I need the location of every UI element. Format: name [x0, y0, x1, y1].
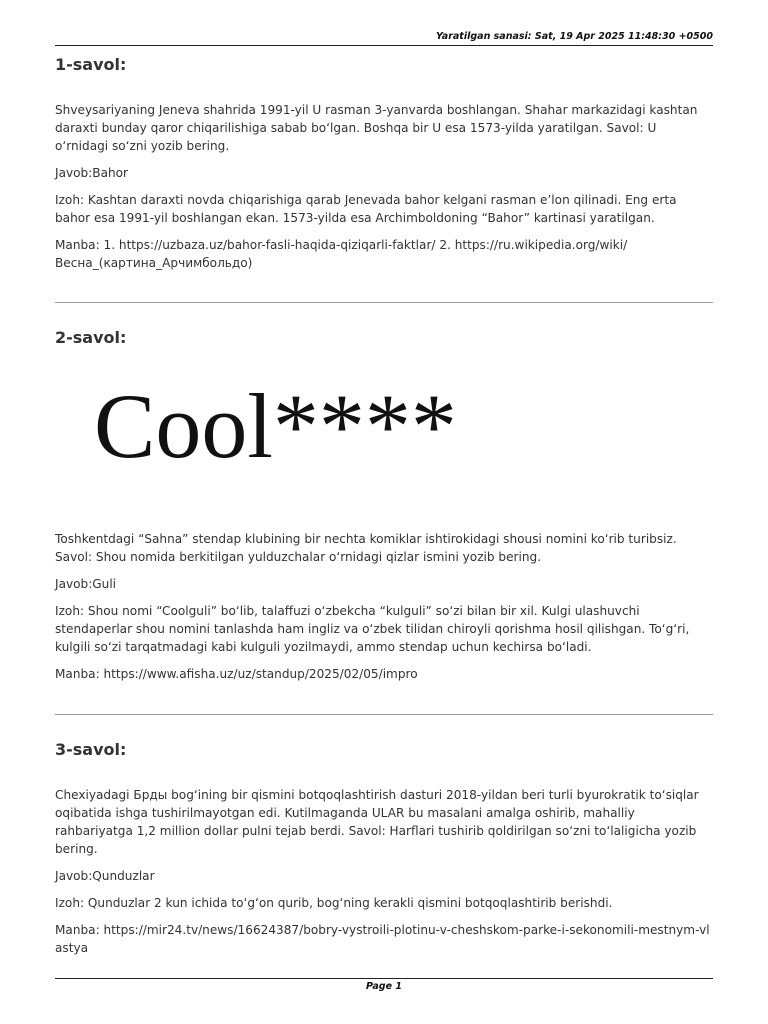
question-2-comment: Izoh: Shou nomi “Coolguli” bo‘lib, talaffuzi o‘zbekcha “kulguli” so‘zi bilan bir xil. Kulgi ulashuvchi stendaperlar shou nomini tanlashda ham ingliz va o‘zbek tilidan chiroyli qorishma hosil qilishgan. To‘g‘ri, kulgili so‘zi tarqatmadagi kabi kulguli yozilmaydi, ammo stendap uchun kechirsa bo‘ladi. — [55, 604, 690, 654]
question-1-answer: Javob:Bahor — [55, 166, 129, 180]
header-rule — [55, 45, 713, 46]
question-2-title: 2-savol: — [55, 328, 127, 347]
show-title-image: Cool**** — [94, 375, 457, 477]
question-2-body — [55, 530, 713, 692]
creation-date: Yaratilgan sanasi: Sat, 19 Apr 2025 11:48:30 +0500 — [436, 31, 713, 42]
question-3 — [55, 740, 713, 966]
question-1-comment: Izoh: Kashtan daraxti novda chiqarishiga qarab Jenevada bahor kelgani rasman e’lon qilinadi. Eng erta bahor esa 1991-yil boshlangan ekan. 1573-yilda esa Archimboldoning “Bahor” kartinasi yaratilgan. — [55, 193, 677, 225]
question-divider — [55, 302, 713, 303]
question-1-text: Shveysariyaning Jeneva shahrida 1991-yil U rasman 3-yanvarda boshlangan. Shahar markazidagi kashtan daraxti bunday qaror chiqarilishiga sabab bo‘lgan. Boshqa bir U esa 1573-yilda yaratilgan. Savol: U o‘rnidagi so‘zni yozib bering. — [55, 103, 698, 153]
question-2-answer: Javob:Guli — [55, 577, 117, 591]
question-2-source: Manba: https://www.afisha.uz/uz/standup/2025/02/05/impro — [55, 667, 418, 681]
page-number: Page 1 — [366, 981, 402, 992]
question-3-answer: Javob:Qunduzlar — [55, 869, 155, 883]
question-3-comment: Izoh: Qunduzlar 2 kun ichida to‘g‘on qurib, bog‘ning kerakli qismini botqoqlashtirib berishdi. — [55, 896, 613, 910]
question-divider — [55, 714, 713, 715]
question-3-text: Chexiyadagi Брды bog‘ining bir qismini botqoqlashtirish dasturi 2018-yildan beri turli byurokratik to‘siqlar oqibatida ishga tushirilmayotgan edi. Kutilmaganda ULAR bu masalani amalga oshirib, mahalliy rahbariyatga 1,2 million dollar pulni tejab berdi. Savol: Harflari tushirib qoldirilgan so‘zni to‘laligicha yozib bering. — [55, 788, 699, 856]
footer-rule — [55, 978, 713, 979]
question-1-title: 1-savol: — [55, 55, 127, 74]
question-3-title: 3-savol: — [55, 740, 127, 759]
question-3-source: Manba: https://mir24.tv/news/16624387/bobry-vystroili-plotinu-v-cheshskom-parke-i-sekonomili-mestnym-vlastya — [55, 923, 710, 955]
question-1 — [55, 55, 713, 281]
question-1-source: Manba: 1. https://uzbaza.uz/bahor-fasli-haqida-qiziqarli-faktlar/ 2. https://ru.wikipedia.org/wiki/Весна_(картина_Арчимбольдо) — [55, 238, 628, 270]
question-2 — [55, 328, 713, 348]
question-2-text: Toshkentdagi “Sahna” stendap klubining bir nechta komiklar ishtirokidagi shousi nomini ko‘rib turibsiz. Savol: Shou nomida berkitilgan yulduzchalar o‘rnidagi qizlar ismini yozib bering. — [55, 532, 677, 564]
